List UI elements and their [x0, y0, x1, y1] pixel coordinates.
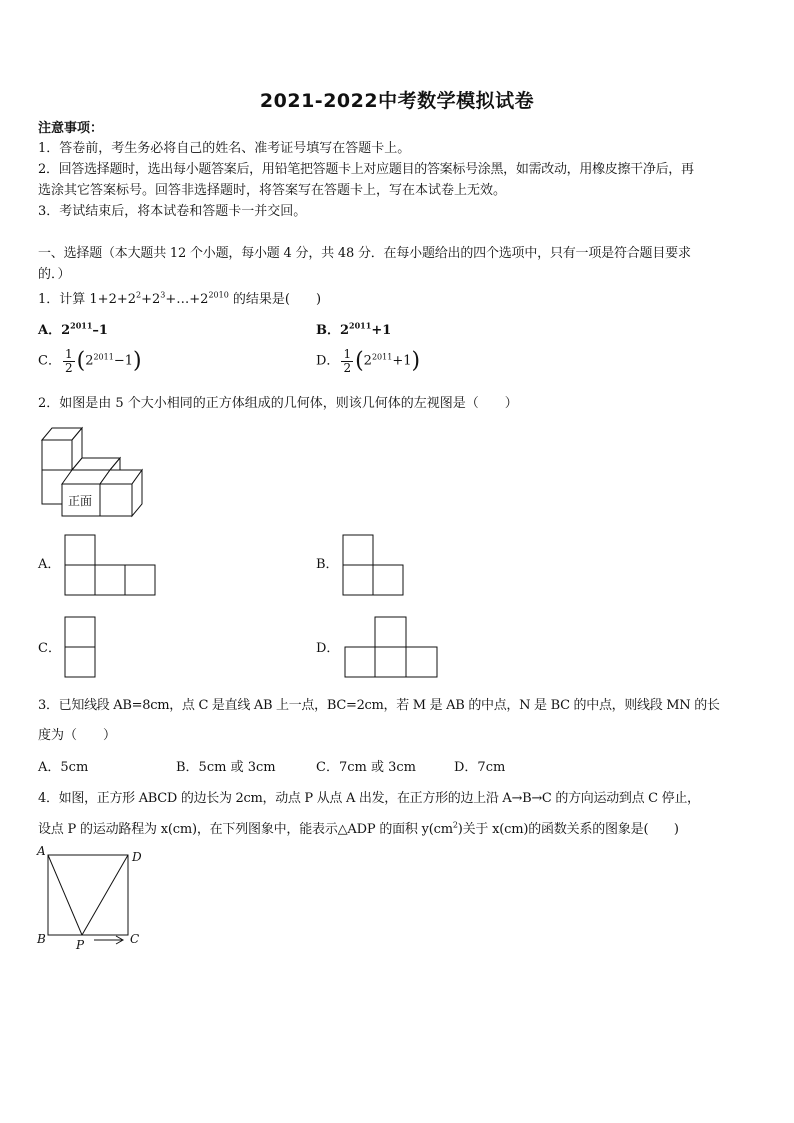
front-view-label: 正面 [68, 494, 93, 508]
page-title: 2021-2022中考数学模拟试卷 [259, 90, 535, 112]
cube-stack-figure [38, 424, 150, 520]
question-1-stem: 1．计算 $1+2+2^2+2^3+\dots+2^{2010}$ 的结果是( ) [38, 290, 322, 307]
question-2-option-b-label: B． [316, 557, 339, 572]
question-1-option-b: B．$2^{2011}+1$ [316, 320, 392, 338]
fraction-one-half: $\frac{1}{2}$ [64, 347, 73, 375]
fraction-one-half: $\frac{1}{2}$ [343, 347, 352, 375]
option-c-figure [64, 616, 98, 678]
option-a-figure [64, 534, 158, 596]
notice-item-2-line-1: 2．回答选择题时，选出每小题答案后，用铅笔把答题卡上对应题目的答案标号涂黑，如需改动，用橡皮擦干净后，再 [38, 162, 694, 177]
question-3-option-d: D．7cm [454, 760, 506, 775]
question-2-option-d-label: D． [316, 641, 340, 656]
question-4-stem-line-2: 设点 P 的运动路程为 x(cm)，在下列图象中，能表示△ADP 的面积 $y(cm^2)$关于 x(cm)的函数关系的图象是( ) [38, 820, 679, 837]
notice-item-2-line-2: 选涂其它答案标号。回答非选择题时，将答案写在答题卡上，写在本试卷上无效。 [38, 183, 507, 198]
question-3-stem-line-2: 度为（ ） [38, 728, 117, 743]
option-b-figure [342, 534, 406, 596]
vertex-a-label: A [37, 844, 46, 858]
point-p-label: P [76, 938, 85, 952]
question-2-option-a-label: A． [38, 557, 61, 572]
question-3-stem-line-1: 3．已知线段 AB=8cm，点 C 是直线 AB 上一点，BC=2cm，若 M 是 AB 的中点，N 是 BC 的中点，则线段 MN 的长 [38, 698, 720, 713]
question-1-option-d: D． $\frac{1}{2}$ $(2^{2011}+1)$ [316, 347, 421, 375]
question-2-stem: 2．如图是由 5 个大小相同的正方体组成的几何体，则该几何体的左视图是（ ） [38, 396, 518, 411]
option-d-figure [344, 616, 440, 678]
question-1-option-c: C． $\frac{1}{2}$ $(2^{2011}-1)$ [38, 347, 142, 375]
square-abcd-figure [34, 843, 152, 953]
vertex-d-label: D [132, 850, 142, 864]
question-3-option-a: A．5cm [38, 760, 89, 775]
section-heading-line-2: 的．） [38, 267, 71, 282]
vertex-c-label: C [130, 932, 140, 946]
vertex-b-label: B [37, 932, 46, 946]
question-4-stem-line-1: 4．如图，正方形 ABCD 的边长为 2cm，动点 P 从点 A 出发，在正方形的边上沿 A→B→C 的方向运动到点 C 停止， [38, 791, 700, 806]
notice-heading: 注意事项： [38, 121, 104, 136]
notice-item-1: 1．答卷前，考生务必将自己的姓名、准考证号填写在答题卡上。 [38, 141, 411, 156]
section-heading-line-1: 一、选择题（本大题共 12 个小题，每小题 4 分，共 48 分．在每小题给出的四个选项中，只有一项是符合题目要求 [38, 246, 691, 261]
question-3-option-c: C．7cm 或 3cm [316, 760, 416, 775]
question-3-option-b: B．5cm 或 3cm [176, 760, 276, 775]
question-1-option-a: A．$2^{2011}-1$ [38, 320, 108, 338]
question-2-option-c-label: C． [38, 641, 61, 656]
notice-item-3: 3．考试结束后，将本试卷和答题卡一并交回。 [38, 204, 307, 219]
